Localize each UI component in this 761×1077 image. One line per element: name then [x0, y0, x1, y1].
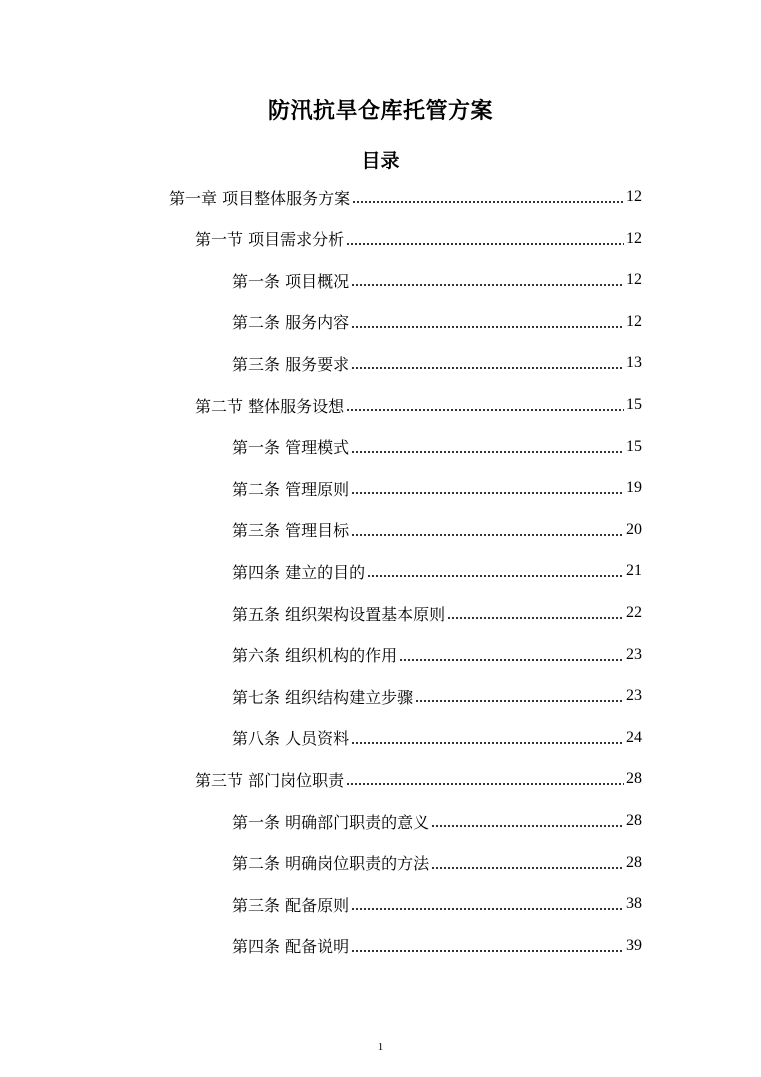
toc-dot-leader — [351, 950, 624, 952]
toc-entry-label: 第六条 组织机构的作用 — [232, 646, 398, 666]
toc-entry[interactable] — [232, 432, 642, 462]
toc-entry-label: 第三条 管理目标 — [232, 521, 350, 541]
toc-dot-leader — [351, 742, 624, 744]
toc-entry-page: 19 — [626, 479, 642, 497]
toc-entry[interactable] — [232, 640, 642, 670]
toc-dot-leader — [399, 659, 624, 661]
toc-entry-label: 第一条 管理模式 — [232, 438, 350, 458]
toc-entry-label: 第一节 项目需求分析 — [195, 230, 345, 250]
toc-dot-leader — [351, 367, 624, 369]
toc-entry[interactable] — [232, 889, 642, 919]
toc-dot-leader — [351, 492, 624, 494]
toc-entry-label: 第七条 组织结构建立步骤 — [232, 687, 414, 707]
toc-entry[interactable] — [232, 931, 642, 961]
toc-dot-leader — [415, 700, 624, 702]
toc-entry-page: 15 — [626, 396, 642, 413]
toc-heading: 目录 — [361, 150, 400, 172]
toc-entry[interactable] — [232, 473, 642, 503]
toc-dot-leader — [351, 451, 624, 453]
toc-entry-label: 第三节 部门岗位职责 — [195, 770, 345, 790]
toc-entry-label: 第二节 整体服务设想 — [195, 396, 345, 416]
toc-dot-leader — [351, 908, 624, 910]
toc-entry[interactable] — [169, 182, 642, 212]
toc-entry-label: 第三条 配备原则 — [232, 895, 350, 915]
toc-entry-label: 第二条 管理原则 — [232, 479, 350, 499]
toc-entry-page: 28 — [626, 853, 642, 871]
toc-entry-page: 24 — [626, 728, 642, 746]
toc-entry-label: 第一条 明确部门职责的意义 — [232, 812, 430, 832]
toc-dot-leader — [346, 409, 624, 411]
toc-entry-label: 第四条 建立的目的 — [232, 562, 366, 582]
toc-entry-label: 第一条 项目概况 — [232, 271, 350, 291]
toc-dot-leader — [367, 575, 624, 577]
toc-dot-leader — [351, 534, 624, 536]
toc-entry-page: 28 — [626, 812, 642, 829]
toc-dot-leader — [447, 617, 624, 619]
toc-entry[interactable] — [195, 224, 642, 254]
toc-entry[interactable] — [195, 390, 642, 420]
toc-entry[interactable] — [232, 265, 642, 295]
toc-dot-leader — [346, 243, 624, 245]
toc-entry-page: 28 — [626, 770, 642, 788]
toc-entry-page: 13 — [626, 354, 642, 372]
toc-entry[interactable] — [232, 681, 642, 711]
toc-entry-page: 12 — [626, 229, 642, 247]
toc-entry-page: 20 — [626, 520, 642, 538]
toc-entry[interactable] — [232, 348, 642, 378]
toc-entry[interactable] — [232, 806, 642, 836]
toc-entry[interactable] — [232, 556, 642, 586]
toc-entry-label: 第二条 明确岗位职责的方法 — [232, 854, 430, 874]
toc-entry-label: 第五条 组织架构设置基本原则 — [232, 604, 446, 624]
toc-dot-leader — [431, 867, 624, 869]
toc-entry-label: 第八条 人员资料 — [232, 729, 350, 749]
toc-dot-leader — [351, 284, 624, 286]
document-title: 防汛抗旱仓库托管方案 — [267, 99, 493, 124]
toc-entry[interactable] — [195, 764, 642, 794]
toc-entry-page: 21 — [626, 562, 642, 580]
toc-entry[interactable] — [232, 307, 642, 337]
toc-entry-label: 第三条 服务要求 — [232, 354, 350, 374]
toc-entry-label: 第四条 配备说明 — [232, 937, 350, 957]
toc-entry[interactable] — [232, 515, 642, 545]
toc-dot-leader — [351, 326, 624, 328]
toc-entry-page: 15 — [626, 437, 642, 455]
toc-entry-page: 22 — [626, 604, 642, 621]
toc-entry-label: 第一章 项目整体服务方案 — [169, 188, 351, 208]
toc-entry[interactable] — [232, 848, 642, 878]
toc-entry-page: 12 — [626, 312, 642, 330]
toc-entry-page: 12 — [626, 188, 642, 205]
toc-entry[interactable] — [232, 723, 642, 753]
toc-entry-label: 第二条 服务内容 — [232, 313, 350, 333]
toc-entry-page: 23 — [626, 687, 642, 705]
toc-entry-page: 12 — [626, 271, 642, 289]
toc-entry-page: 38 — [626, 895, 642, 913]
page-number: 1 — [377, 1041, 384, 1053]
toc-entry-page: 39 — [626, 936, 642, 954]
toc-dot-leader — [431, 825, 624, 827]
toc-entry-page: 23 — [626, 645, 642, 663]
toc-dot-leader — [352, 201, 624, 203]
toc-entry[interactable] — [232, 598, 642, 628]
toc-dot-leader — [346, 783, 624, 785]
